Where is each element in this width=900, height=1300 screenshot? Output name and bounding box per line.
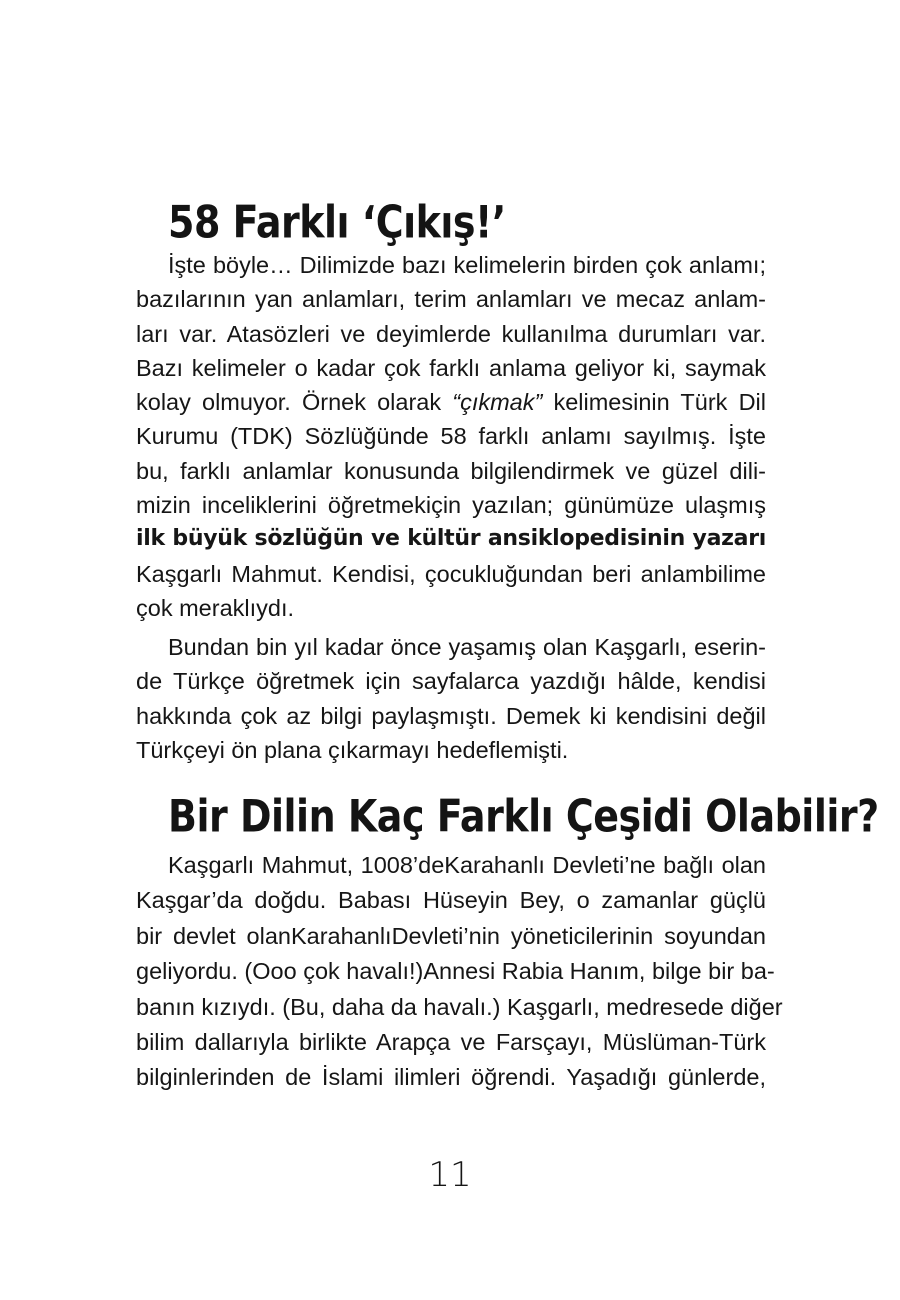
text-line: ları var. Atasözleri ve deyimlerde kullanılma durumları var.: [136, 320, 766, 347]
text-line: Bundan bin yıl kadar önce yaşamış olan Kaşgarlı, eserin-: [168, 634, 766, 660]
paragraph-2: [136, 630, 766, 767]
text-line: hakkında çok az bilgi paylaşmıştı. Demek ki kendisini değil: [136, 702, 766, 729]
section-heading-2: Bir Dilin Kaç Farklı Çeşidi Olabilir?: [168, 790, 879, 842]
page-number: 11: [428, 1155, 472, 1195]
text-line: Kaşgar’da doğdu. Babası Hüseyin Bey, o zamanlar güçlü: [136, 887, 766, 914]
section-heading-1: 58 Farklı ‘Çıkış!’: [168, 196, 506, 248]
text-line: banın kızıydı. (Bu, daha da havalı.) Kaşgarlı, medresede diğer: [136, 993, 783, 1020]
text-line: bir devlet olanKarahanlıDevleti’nin yöneticilerinin soyundan: [136, 922, 766, 949]
text-line: bu, farklı anlamlar konusunda bilgilendirmek ve güzel dili-: [136, 457, 766, 484]
text-line: [136, 385, 766, 419]
text-line: Kaşgarlı Mahmut. Kendisi, çocukluğundan beri anlambilime: [136, 560, 766, 587]
text-line: Kaşgarlı Mahmut, 1008’deKarahanlı Devleti’ne bağlı olan: [168, 852, 766, 878]
text-line: mizin inceliklerini öğretmekiçin yazılan; günümüze ulaşmış: [136, 492, 766, 519]
paragraph-3: [136, 848, 783, 1096]
text-line: bilim dallarıyla birlikte Arapça ve Farsçayı, Müslüman-Türk: [136, 1029, 766, 1056]
text-line: İşte böyle… Dilimizde bazı kelimelerin birden çok anlamı;: [168, 252, 766, 278]
text-segment: kelimesinin Türk Dil: [542, 389, 766, 416]
text-line: çok meraklıydı.: [136, 594, 295, 621]
emphasized-word: “çıkmak”: [452, 389, 543, 416]
highlighted-line: ilk büyük sözlüğün ve kültür ansiklopedisinin yazarı: [136, 526, 766, 552]
text-line: bazılarının yan anlamları, terim anlamları ve mecaz anlam-: [136, 286, 766, 313]
text-line: Kurumu (TDK) Sözlüğünde 58 farklı anlamı sayılmış. İşte: [136, 423, 766, 450]
text-line: Türkçeyi ön plana çıkarmayı hedeflemişti.: [136, 736, 569, 763]
paragraph-1: [136, 248, 766, 625]
text-line: bilginlerinden de İslami ilimleri öğrendi. Yaşadığı günlerde,: [136, 1064, 766, 1091]
text-segment: kolay olmuyor. Örnek olarak: [136, 389, 453, 416]
text-line: Bazı kelimeler o kadar çok farklı anlama geliyor ki, saymak: [136, 354, 766, 381]
text-line: geliyordu. (Ooo çok havalı!)Annesi Rabia Hanım, bilge bir ba-: [136, 958, 775, 985]
text-line: de Türkçe öğretmek için sayfalarca yazdığı hâlde, kendisi: [136, 668, 766, 695]
